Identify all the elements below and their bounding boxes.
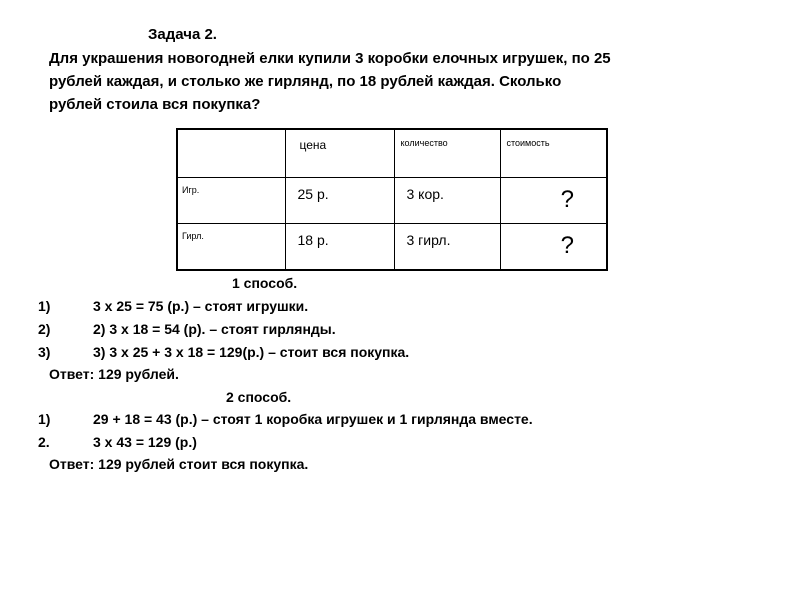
problem-title: Задача 2. xyxy=(148,26,217,43)
table-row xyxy=(177,223,607,270)
table-header-row xyxy=(177,129,607,177)
table-header-empty xyxy=(177,129,285,177)
method2-heading: 2 способ. xyxy=(226,389,292,405)
method2-answer: Ответ: 129 рублей стоит вся покупка. xyxy=(49,456,309,472)
problem-text-line-3: рублей стоила вся покупка? xyxy=(49,96,261,113)
method1-step-2-text: 2) 3 х 18 = 54 (р). – стоят гирлянды. xyxy=(93,321,336,337)
method2-step-2-number: 2. xyxy=(38,434,50,450)
method1-step-3-text: 3) 3 х 25 + 3 х 18 = 129(р.) – стоит вся покупка. xyxy=(93,344,410,360)
method2-step-1-number: 1) xyxy=(38,411,51,427)
method1-step-3-number: 3) xyxy=(38,344,51,360)
cost-cell: ? xyxy=(500,223,607,270)
quantity-cell: 3 кор. xyxy=(394,177,500,223)
table-header-quantity: количество xyxy=(394,129,500,177)
problem-text-line-1: Для украшения новогодней елки купили 3 коробки елочных игрушек, по 25 xyxy=(49,50,611,67)
method1-step-2-number: 2) xyxy=(38,321,51,337)
table-header-price: цена xyxy=(285,129,394,177)
method1-step-1-number: 1) xyxy=(38,298,51,314)
method2-step-2-text: 3 х 43 = 129 (р.) xyxy=(93,434,197,450)
method1-heading: 1 способ. xyxy=(232,275,298,291)
price-table xyxy=(176,128,608,271)
table-row xyxy=(177,177,607,223)
row-label: Гирл. xyxy=(177,223,285,270)
price-cell: 18 р. xyxy=(285,223,394,270)
method2-step-1-text: 29 + 18 = 43 (р.) – стоят 1 коробка игрушек и 1 гирлянда вместе. xyxy=(93,411,533,427)
method1-step-1-text: 3 х 25 = 75 (р.) – стоят игрушки. xyxy=(93,298,309,314)
method1-answer: Ответ: 129 рублей. xyxy=(49,366,179,382)
quantity-cell: 3 гирл. xyxy=(394,223,500,270)
price-cell: 25 р. xyxy=(285,177,394,223)
cost-cell: ? xyxy=(500,177,607,223)
problem-text-line-2: рублей каждая, и столько же гирлянд, по 18 рублей каждая. Сколько xyxy=(49,73,562,90)
table-header-cost: стоимость xyxy=(500,129,607,177)
row-label: Игр. xyxy=(177,177,285,223)
